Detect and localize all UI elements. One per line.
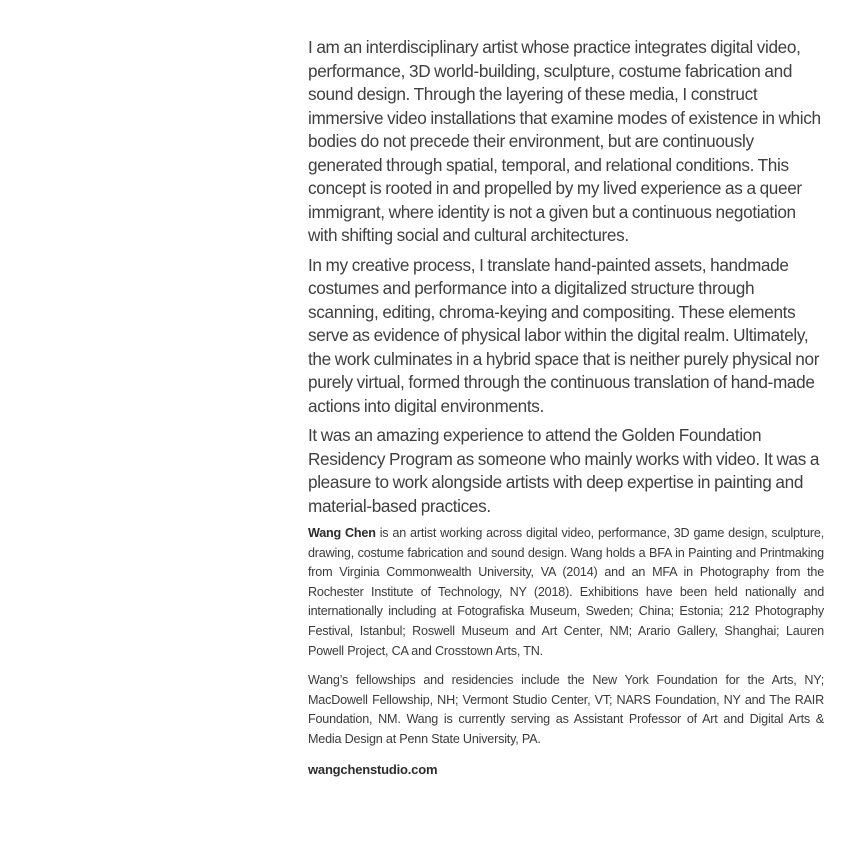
statement-paragraph-3: It was an amazing experience to attend the Golden Foundation Residency Program as someone who mainly works with video. It was a pleasure to work alongside artists with deep expertise in painting and material-based practices. — [308, 425, 820, 516]
website-link[interactable]: wangchenstudio.com — [308, 761, 438, 777]
bio-paragraph-1 — [308, 524, 824, 661]
bio-paragraph-1-text: is an artist working across digital video, performance, 3D game design, sculpture, drawing, costume fabrication and sound design. Wang holds a BFA in Painting and Printmaking from Virginia Commonwealth University, VA (2014) and an MFA in Photography from the Rochester Institute of Technology, NY (2018). Exhibitions have been held nationally and internationally including at Fotografiska Museum, Sweden; China; Estonia; 212 Photography Festival, Istanbul; Roswell Museum and Art Center, NM; Arario Gallery, Shanghai; Lauren Powell Project, CA and Crosstown Arts, TN. — [308, 526, 824, 658]
statement-paragraph-2: In my creative process, I translate hand-painted assets, handmade costumes and performance into a digitalized structure through scanning, editing, chroma-keying and compositing. These elements serve as evidence of physical labor within the digital realm. Ultimately, the work culminates in a hybrid space that is neither purely physical nor purely virtual, formed through the continuous translation of hand-made actions into digital environments. — [308, 254, 820, 416]
artist-page — [308, 36, 824, 779]
statement-paragraph-1: I am an interdisciplinary artist whose practice integrates digital video, performance, 3D world-building, sculpture, costume fabrication and sound design. Through the layering of these media, I construct immersive video installations that examine modes of existence in which bodies do not precede their environment, but are continuously generated through spatial, temporal, and relational conditions. This concept is rooted in and propelled by my lived experience as a queer immigrant, where identity is not a given but a continuous negotiation with shifting social and cultural architectures. — [308, 37, 821, 245]
bio-paragraph-2: Wang’s fellowships and residencies include the New York Foundation for the Arts, NY; MacDowell Fellowship, NH; Vermont Studio Center, VT; NARS Foundation, NY and The RAIR Foundation, NM. Wang is currently serving as Assistant Professor of Art and Digital Arts & Media Design at Penn State University, PA. — [308, 673, 824, 746]
artist-bio — [308, 524, 824, 779]
artist-name: Wang Chen — [308, 526, 376, 540]
artist-statement — [308, 36, 824, 518]
